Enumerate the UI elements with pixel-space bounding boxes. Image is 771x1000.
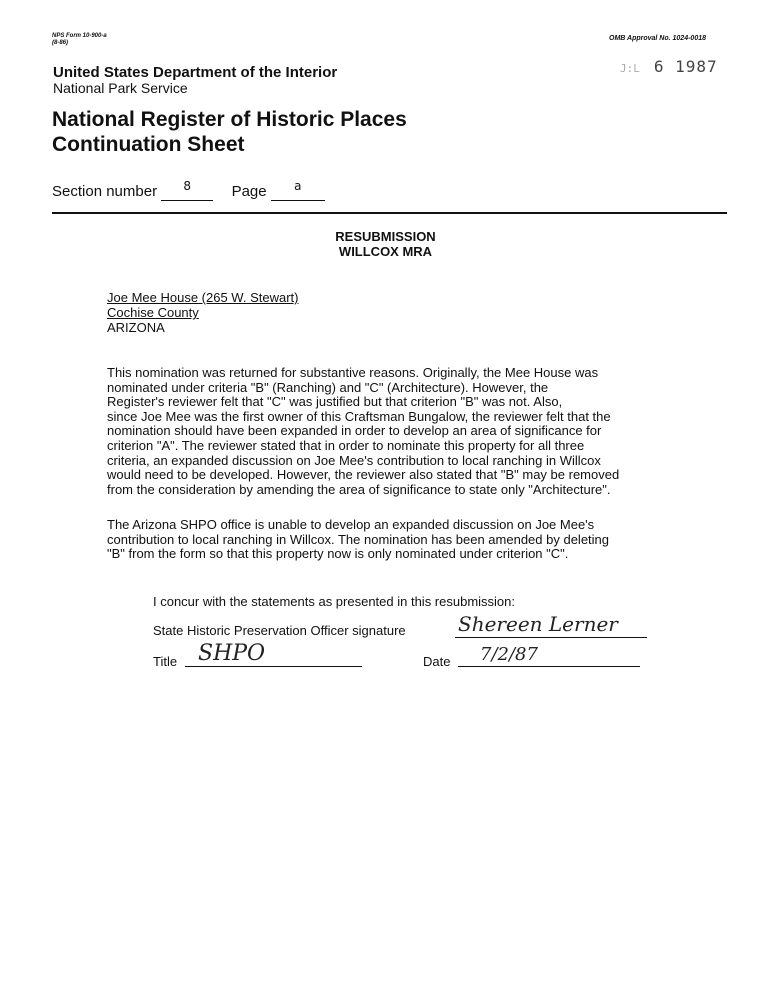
section-page-line: [52, 179, 325, 201]
date-line: [458, 666, 640, 667]
property-county: Cochise County: [107, 305, 199, 320]
page-field: a: [271, 183, 325, 201]
date-label: Date: [423, 654, 451, 669]
omb-approval: OMB Approval No. 1024-0018: [609, 35, 706, 42]
form-number: NPS Form 10-900-a (8-86): [52, 33, 107, 46]
title-value: SHPO: [198, 641, 266, 666]
shpo-paragraph: The Arizona SHPO office is unable to develop an expanded discussion on Joe Mee's contribution to local ranching in Willcox. The nomination has been amended by deleting "B" from the form so that this property now is only nominated under criterion "C".: [107, 517, 610, 562]
section-number-field: 8: [161, 183, 213, 201]
nomination-paragraph: This nomination was returned for substantive reasons. Originally, the Mee House was nominated under criteria "B" (Ranching) and "C" (Architecture). However, the Register's reviewer felt that "C" was justified but that criterion "B" was not. Also, since Joe Mee was the first owner of this Craftsman Bungalow, the reviewer felt that the nomination should have been expanded in order to develop an area of significance for criterion "A". The reviewer stated that in order to nominate this property for all three criteria, an expanded discussion on Joe Mee's contribution to local ranching in Willcox would need to be developed. However, the reviewer also stated that "B" may be removed from the consideration by amending the area of significance to state only "Architecture".: [107, 365, 620, 497]
document-subtitle: Continuation Sheet: [52, 133, 245, 156]
page-label: Page: [231, 183, 267, 200]
handwritten-signature: Shereen Lerner: [458, 612, 618, 636]
agency-name: National Park Service: [53, 80, 188, 96]
date-value: 7/2/87: [480, 644, 538, 665]
received-stamp: J:L 6 1987: [620, 57, 718, 76]
title-line: [185, 666, 362, 667]
section-number-label: Section number: [52, 183, 158, 200]
mra-heading: WILLCOX MRA: [338, 244, 433, 259]
department-name: United States Department of the Interior: [53, 64, 338, 81]
signature-line: [455, 637, 647, 638]
property-state: ARIZONA: [107, 320, 165, 335]
officer-signature-label: State Historic Preservation Officer signature: [153, 623, 406, 638]
title-label: Title: [153, 654, 178, 669]
property-name: Joe Mee House (265 W. Stewart): [107, 290, 299, 305]
document-title: National Register of Historic Places: [52, 108, 407, 131]
concur-statement: I concur with the statements as presented in this resubmission:: [153, 594, 516, 609]
header-divider: [52, 212, 727, 214]
resubmission-heading: RESUBMISSION: [335, 229, 436, 244]
